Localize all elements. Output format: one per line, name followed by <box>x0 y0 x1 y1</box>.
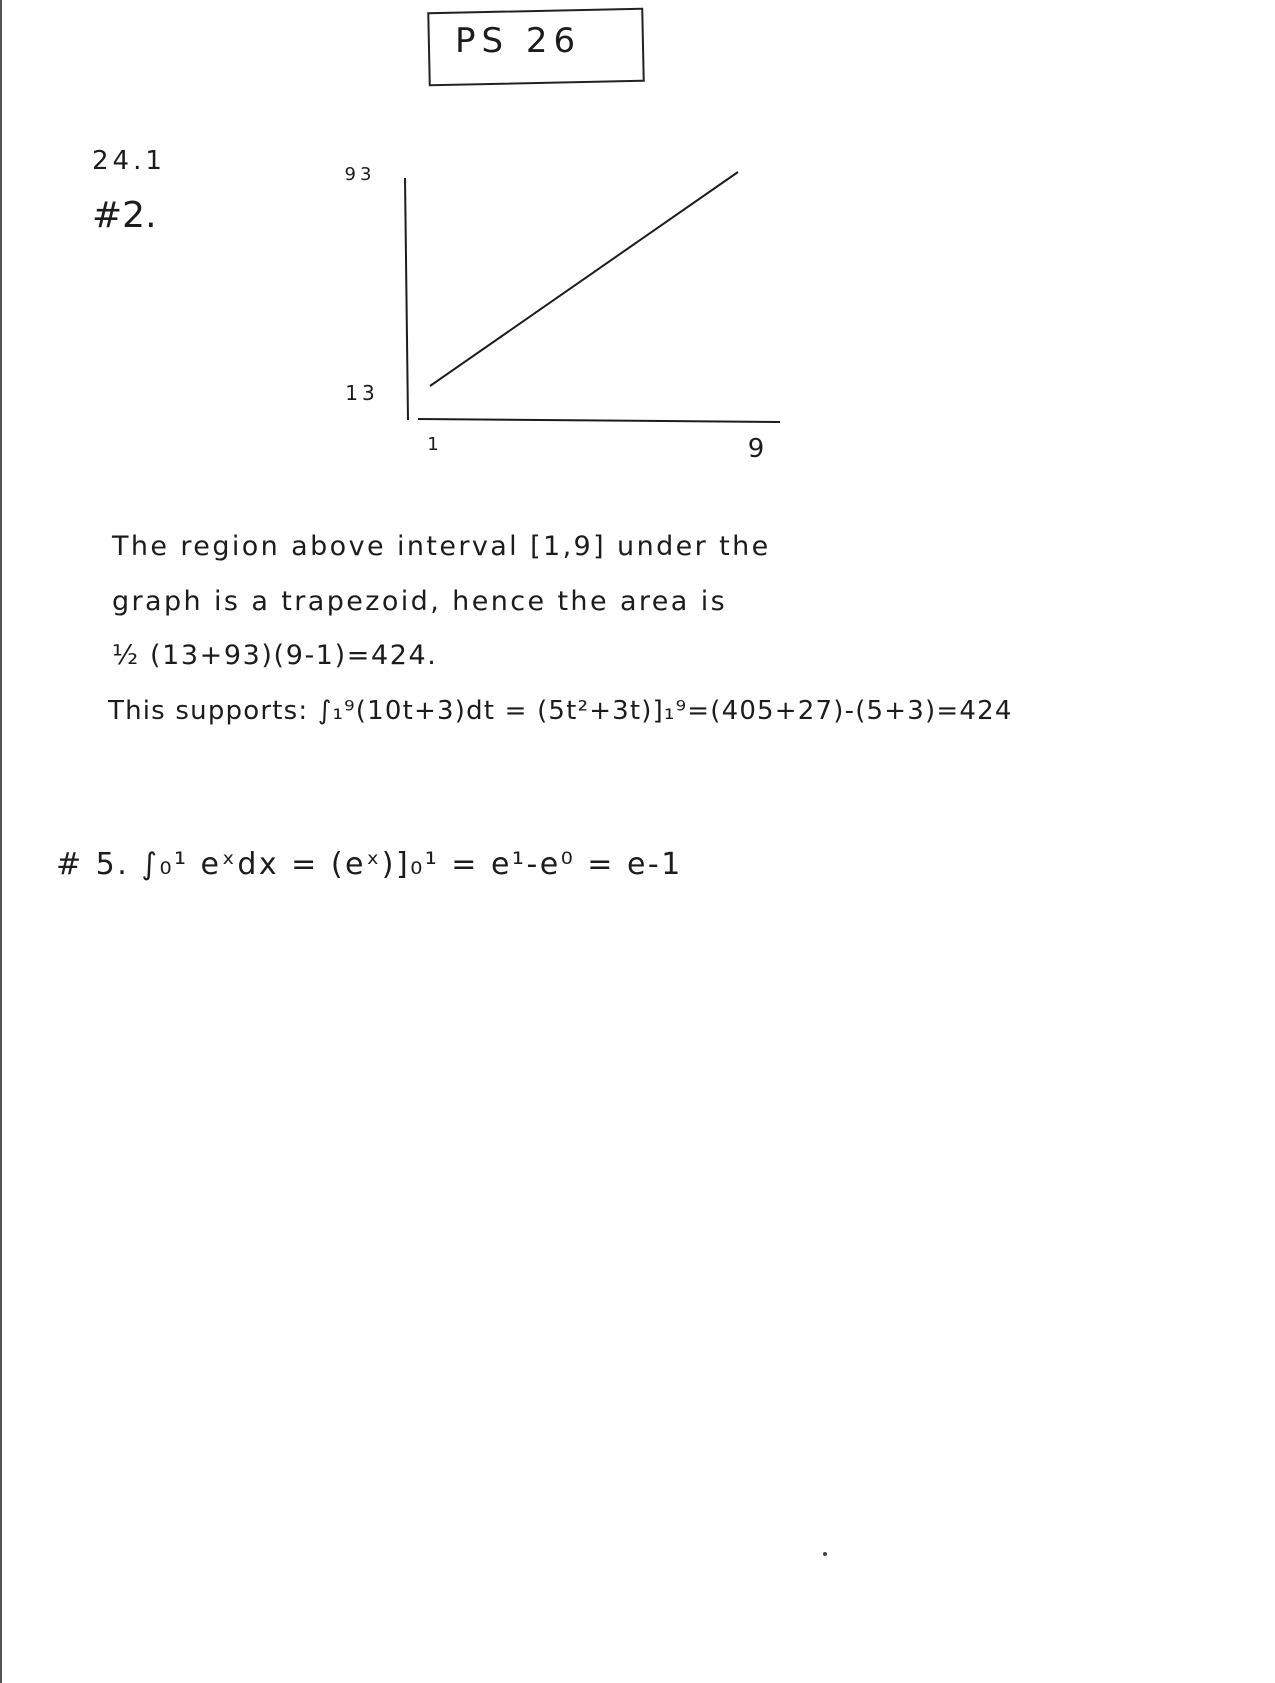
line-graph <box>340 160 860 500</box>
y-axis <box>405 178 408 420</box>
scan-edge <box>0 0 2 1683</box>
section-number: 24.1 <box>92 146 166 176</box>
x-axis <box>418 419 780 422</box>
text-line-4: This supports: ∫₁⁹(10t+3)dt = (5t²+3t)]₁⁹=(405+27)-(5+3)=424 <box>108 696 1013 726</box>
text-line-2: graph is a trapezoid, hence the area is <box>112 586 728 617</box>
y-tick-label-top: 93 <box>344 164 376 185</box>
x-tick-label-left: 1 <box>427 434 443 455</box>
text-line-5: # 5. ∫₀¹ eˣdx = (eˣ)]₀¹ = e¹-e⁰ = e-1 <box>56 847 683 882</box>
stray-mark <box>823 1552 827 1556</box>
series-layer <box>430 172 738 386</box>
problem-label: #2. <box>92 195 157 236</box>
text-line-1: The region above interval [1,9] under the <box>112 531 771 562</box>
y-tick-label-bottom: 13 <box>345 381 379 405</box>
x-tick-label-right: 9 <box>747 434 769 464</box>
text-line-3: ½ (13+93)(9-1)=424. <box>112 640 438 671</box>
page-title: PS 26 <box>455 21 582 61</box>
series-line <box>430 172 738 386</box>
